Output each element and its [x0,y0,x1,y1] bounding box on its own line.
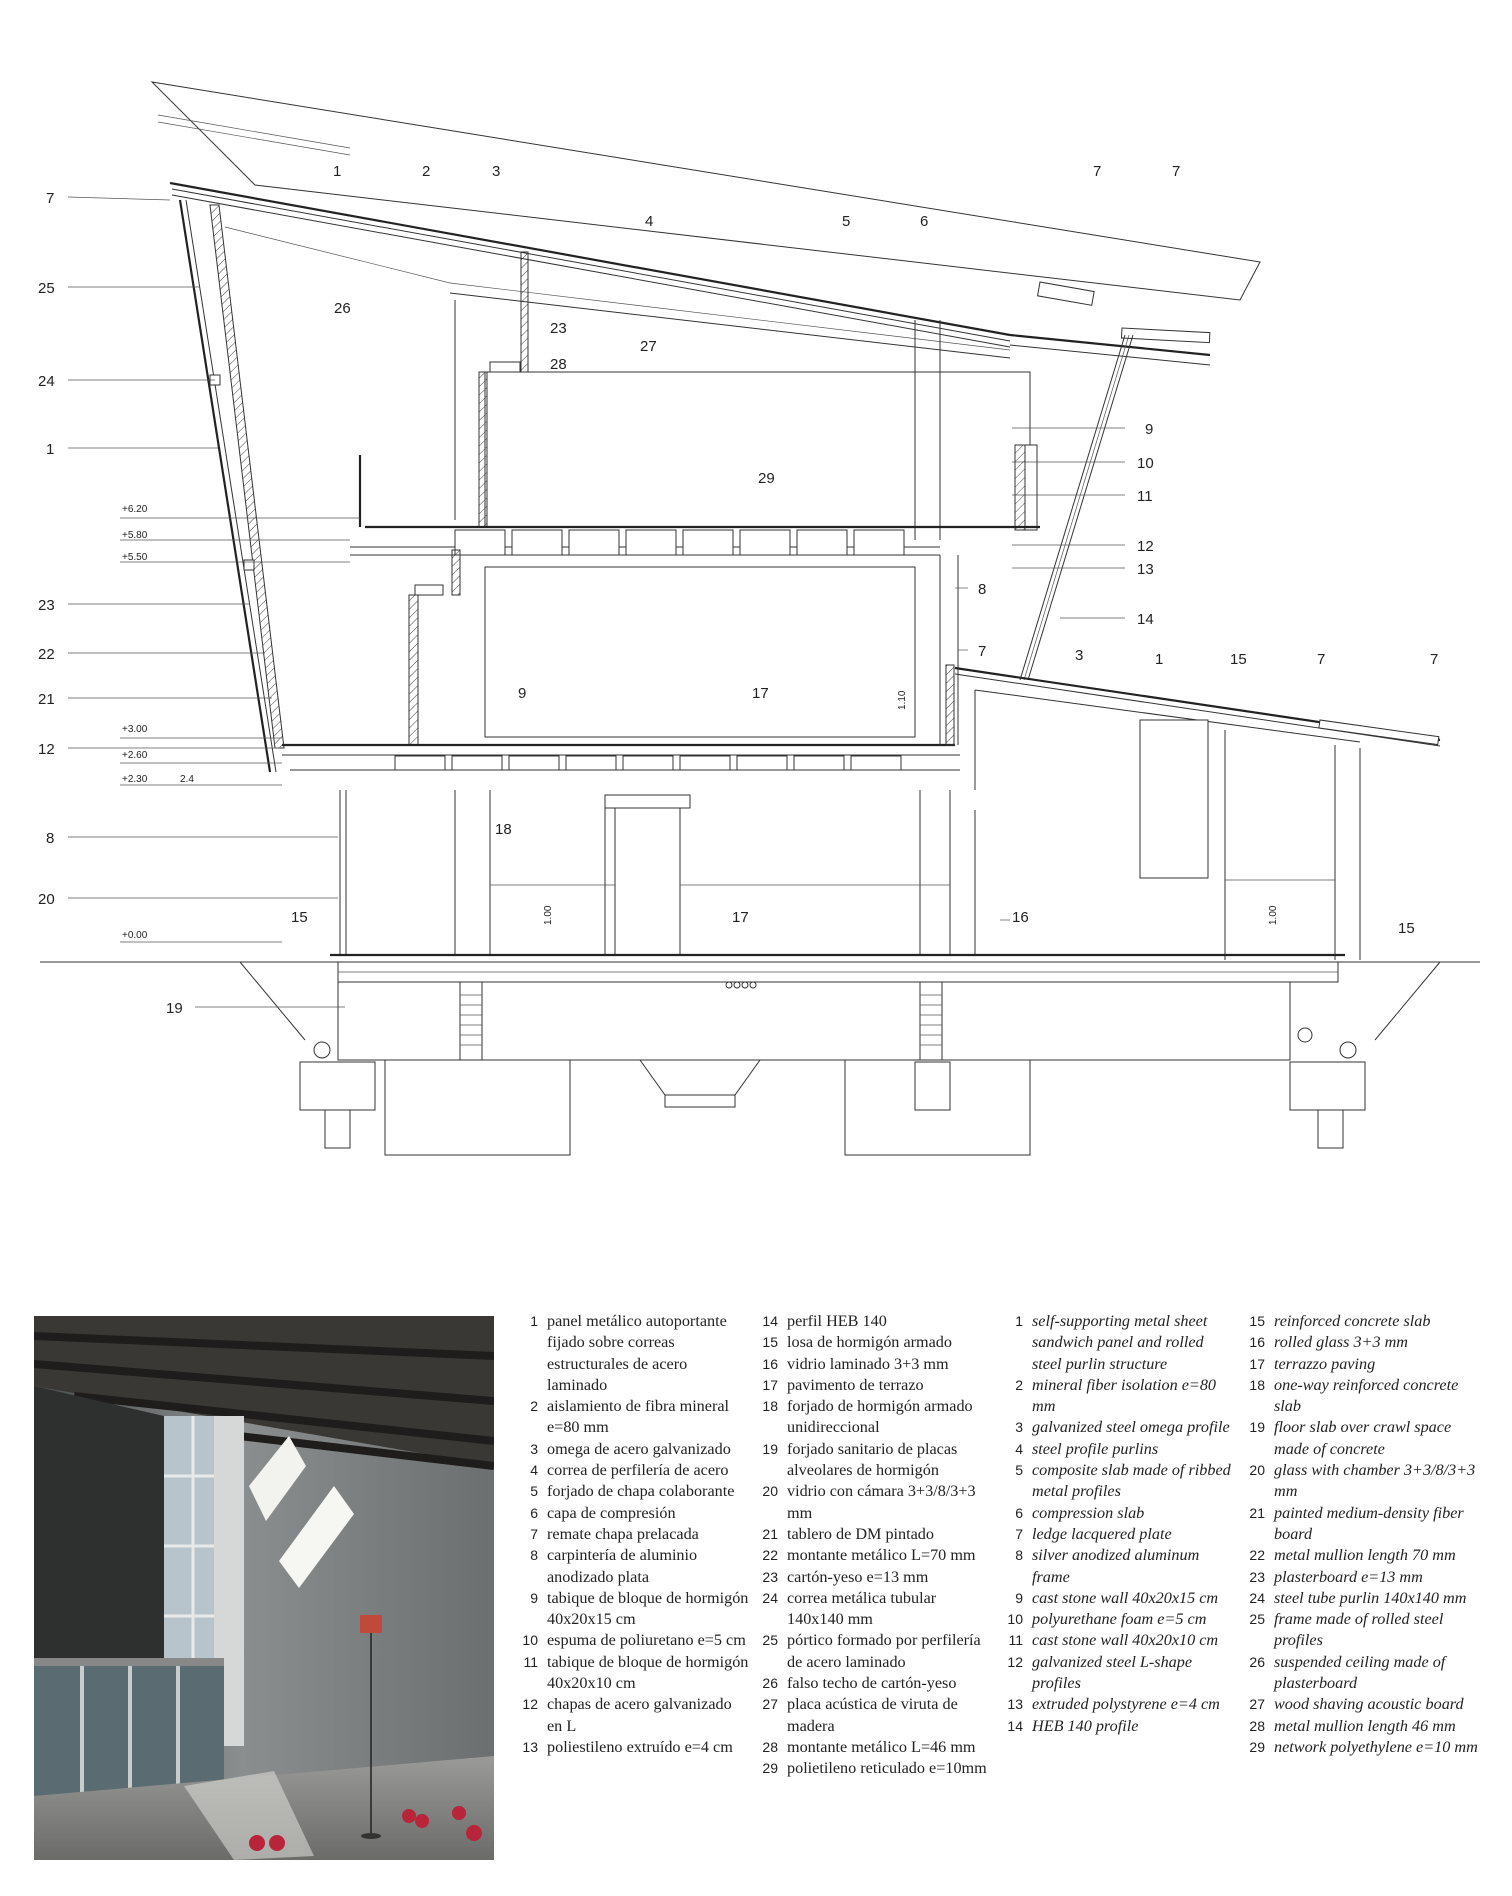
legend-number: 28 [762,1738,778,1755]
legend-item [1247,1354,1487,1375]
legend-item [760,1694,990,1737]
legend-text: falso techo de cartón-yeso [787,1674,957,1693]
callout-interior: 26 [334,300,351,317]
callout-left: 1 [46,441,55,458]
legend-item [520,1396,750,1439]
level-label: +2.60 [122,750,148,761]
legend-item [1247,1503,1487,1546]
legend-number: 16 [762,1355,778,1372]
legend-text: omega de acero galvanizado [547,1439,731,1458]
callout-left: 22 [38,646,55,663]
callout-interior: 18 [495,821,512,838]
legend-text: wood shaving acoustic board [1274,1695,1464,1714]
legend-text: placa acústica de viruta de madera [787,1695,958,1735]
legend-number: 26 [1249,1653,1265,1670]
level-label: +5.80 [122,530,148,541]
middle-floor [282,550,960,770]
legend-number: 9 [530,1589,538,1606]
callout-right: 14 [1137,611,1154,628]
level-label: +6.20 [122,504,148,515]
legend-number: 7 [530,1525,538,1542]
legend-es-column-1 [520,1311,750,1758]
legend-text: poliestileno extruído e=4 cm [547,1737,733,1756]
ground-floor [40,790,1480,1155]
legend-text: cast stone wall 40x20x15 cm [1032,1588,1219,1607]
legend-text: composite slab made of ribbed metal profiles [1032,1461,1231,1501]
legend-item [760,1758,990,1779]
legend-item [1005,1439,1235,1460]
legend-number: 2 [1015,1376,1023,1393]
legend-number: 5 [530,1483,538,1500]
level-label: +3.00 [122,724,148,735]
callout-interior: 17 [752,685,769,702]
legend-number: 1 [530,1313,538,1329]
legend-text: vidrio con cámara 3+3/8/3+3 mm [787,1482,976,1522]
callout-right: 7 [1430,651,1439,668]
upper-floor [350,252,1040,555]
legend-item [520,1439,750,1460]
legend-item [760,1332,990,1353]
legend-text: extruded polystyrene e=4 cm [1032,1695,1220,1714]
legend-number: 17 [1249,1355,1265,1372]
callout-interior: 29 [758,470,775,487]
legend-number: 27 [762,1696,778,1713]
legend-item [1005,1375,1235,1418]
callout-right: 13 [1137,561,1154,578]
legend-item [520,1503,750,1524]
left-inclined-facade [180,200,284,772]
legend-text: montante metálico L=46 mm [787,1737,976,1756]
legend-number: 11 [523,1653,538,1670]
legend-number: 15 [1249,1313,1265,1329]
callout-right: 10 [1137,455,1154,472]
legend-item [1247,1567,1487,1588]
legend-text: chapas de acero galvanizado en L [547,1695,732,1735]
legend-item [520,1524,750,1545]
legend-item [1247,1332,1487,1353]
legend-item [1247,1652,1487,1695]
legend-text: forjado de hormigón armado unidireccional [787,1397,973,1437]
legend-item [1247,1716,1487,1737]
callout-top: 4 [645,213,654,230]
callout-top: 7 [1093,163,1102,180]
legend-item [1005,1652,1235,1695]
legend-text: one-way reinforced concrete slab [1274,1375,1459,1416]
legend-item [760,1375,990,1396]
callout-left: 23 [38,597,55,614]
legend-item [1005,1694,1235,1715]
legend-text: perfil HEB 140 [787,1312,887,1330]
legend-text: metal mullion length 46 mm [1274,1716,1456,1735]
dimension-label: 1.00 [543,905,554,925]
dimension-label: 2.4 [180,774,194,785]
legend-text: reinforced concrete slab [1274,1312,1431,1330]
legend-number: 25 [762,1632,778,1649]
legend-number: 14 [762,1313,778,1329]
legend-number: 24 [1249,1589,1265,1606]
legend-en-column-1 [1005,1311,1235,1737]
callout-top: 5 [842,213,851,230]
legend-number: 10 [1007,1611,1023,1628]
callout-left: 12 [38,741,55,758]
legend-number: 3 [530,1440,538,1457]
legend-item [1005,1417,1235,1438]
legend-number: 1 [1015,1313,1023,1329]
legend-number: 24 [762,1589,778,1606]
legend-item [520,1460,750,1481]
legend-text: remate chapa prelacada [547,1524,699,1543]
legend-text: forjado de chapa colaborante [547,1482,735,1501]
legend-text: panel metálico autoportante fijado sobre correas estructurales de acero laminado [547,1312,727,1394]
callout-right: 8 [978,581,987,598]
legend-item [1005,1630,1235,1651]
legend-item [1247,1375,1487,1418]
legend-item [520,1737,750,1758]
callout-interior: 15 [291,909,308,926]
callout-right: 15 [1230,651,1247,668]
callout-left: 19 [166,1000,183,1017]
dimension-label: 1.00 [1268,905,1279,925]
callout-right: 7 [978,643,987,660]
callout-interior: 17 [732,909,749,926]
legend-number: 20 [1249,1462,1265,1479]
legend-number: 13 [1007,1696,1023,1713]
level-label: +0.00 [122,930,148,941]
callout-top: 7 [1172,163,1181,180]
legend-text: forjado sanitario de placas alveolares de hormigón [787,1439,958,1480]
legend-item [760,1524,990,1545]
callout-top: 3 [492,163,501,180]
legend-number: 4 [530,1462,538,1479]
legend-text: pórtico formado por perfilería de acero laminado [787,1631,981,1671]
callout-interior: 16 [1012,909,1029,926]
legend-number: 3 [1015,1419,1023,1436]
dimension-label: 1.10 [897,690,908,710]
legend-text: galvanized steel omega profile [1032,1418,1230,1437]
legend-number: 29 [762,1760,778,1777]
legend-number: 19 [762,1440,778,1457]
callout-left: 25 [38,280,55,297]
legend-number: 18 [762,1398,778,1415]
legend-text: rolled glass 3+3 mm [1274,1333,1408,1352]
legend-text: self-supporting metal sheet sandwich panel and rolled steel purlin structure [1032,1312,1208,1373]
legend-number: 8 [530,1547,538,1564]
legend-number: 26 [762,1675,778,1692]
legend-number: 2 [530,1398,538,1415]
legend-text: steel profile purlins [1032,1439,1159,1458]
legend-number: 23 [1249,1568,1265,1585]
legend-text: vidrio laminado 3+3 mm [787,1354,949,1373]
legend-text: montante metálico L=70 mm [787,1546,976,1565]
legend-text: HEB 140 profile [1032,1716,1139,1735]
legend-text: cartón-yeso e=13 mm [787,1567,929,1586]
legend-text: losa de hormigón armado [787,1333,952,1352]
legend-item [760,1396,990,1439]
legend-text: suspended ceiling made of plasterboard [1274,1652,1446,1693]
legend-item [1005,1460,1235,1503]
legend-text: network polyethylene e=10 mm [1274,1737,1478,1756]
callout-interior: 28 [550,356,567,373]
legend-text: tablero de DM pintado [787,1524,934,1543]
legend-number: 4 [1015,1440,1023,1457]
legend-number: 23 [762,1568,778,1585]
legend-number: 11 [1008,1632,1023,1649]
legend-text: terrazzo paving [1274,1354,1376,1373]
legend-text: steel tube purlin 140x140 mm [1274,1588,1467,1607]
legend-text: compression slab [1032,1503,1145,1522]
legend-item [1247,1545,1487,1566]
callout-interior: 15 [1398,920,1415,937]
level-label: +2.30 [122,774,148,785]
callout-left: 20 [38,891,55,908]
legend-number: 8 [1015,1547,1023,1564]
callout-interior: 23 [550,320,567,337]
legend-number: 21 [1249,1504,1265,1521]
callout-left: 8 [46,830,55,847]
legend-item [520,1545,750,1588]
legend-number: 6 [1015,1504,1023,1521]
legend-text: glass with chamber 3+3/8/3+3 mm [1274,1461,1476,1501]
callout-left: 21 [38,691,55,708]
legend-item [520,1630,750,1651]
legend-text: polyurethane foam e=5 cm [1032,1610,1207,1629]
legend-number: 13 [522,1738,538,1755]
legend-text: floor slab over crawl space made of concrete [1274,1418,1452,1458]
legend-item [1247,1417,1487,1460]
legend-item [760,1481,990,1524]
callout-top: 6 [920,213,929,230]
legend-text: ledge lacquered plate [1032,1524,1172,1543]
legend-number: 12 [522,1696,538,1713]
legend-item [760,1545,990,1566]
legend-number: 21 [762,1525,778,1542]
legend-number: 20 [762,1483,778,1500]
legend-text: painted medium-density fiber board [1274,1503,1464,1543]
legend-item [1247,1311,1487,1332]
legend-number: 16 [1249,1334,1265,1351]
legend-en-column-2 [1247,1311,1487,1758]
legend-number: 6 [530,1504,538,1521]
legend-item [1005,1503,1235,1524]
legend-item [760,1439,990,1482]
legend-number: 18 [1249,1376,1265,1393]
legend-text: galvanized steel L-shape profiles [1032,1652,1193,1693]
legend-text: tabique de bloque de hormigón 40x20x15 cm [547,1588,749,1629]
legend-item [1005,1545,1235,1588]
legend-text: aislamiento de fibra mineral e=80 mm [547,1397,730,1437]
legend-number: 19 [1249,1419,1265,1436]
callout-right: 11 [1137,488,1153,505]
legend-es-column-2 [760,1311,990,1780]
legend-item [1005,1588,1235,1609]
level-label: +5.50 [122,552,148,563]
legend-text: carpintería de aluminio anodizado plata [547,1546,698,1586]
legend-text: pavimento de terrazo [787,1375,924,1394]
legend-text: silver anodized aluminum frame [1032,1546,1200,1586]
legend-number: 27 [1249,1696,1265,1713]
legend-text: correa de perfilería de acero [547,1461,729,1480]
legend-item [520,1588,750,1631]
legend-text: metal mullion length 70 mm [1274,1546,1456,1565]
legend-text: polietileno reticulado e=10mm [787,1759,987,1778]
legend-item [1247,1460,1487,1503]
callout-right: 3 [1075,647,1084,664]
legend-number: 14 [1007,1717,1023,1734]
legend-item [1005,1311,1235,1375]
callout-top: 1 [333,163,342,180]
legend-item [760,1354,990,1375]
legend-number: 12 [1007,1653,1023,1670]
legend-item [760,1673,990,1694]
interior-photo-svg [34,1316,494,1860]
legend-item [760,1588,990,1631]
legend-item [1247,1737,1487,1758]
callout-interior: 27 [640,338,657,355]
legend-item [760,1630,990,1673]
upper-roof [152,82,1260,365]
legend-text: correa metálica tubular 140x140 mm [787,1588,937,1629]
legend-number: 29 [1249,1738,1265,1755]
callout-top: 2 [422,163,431,180]
legend-item [1247,1588,1487,1609]
legend-text: espuma de poliuretano e=5 cm [547,1631,746,1650]
legend-item [760,1737,990,1758]
legend-item [520,1694,750,1737]
legend-item [760,1567,990,1588]
legend-item [760,1311,990,1332]
legend-text: tabique de bloque de hormigón 40x20x10 cm [547,1652,749,1693]
interior-photo [34,1316,494,1860]
legend-item [520,1311,750,1396]
legend-item [1005,1716,1235,1737]
callout-right: 12 [1137,538,1154,555]
legend-text: mineral fiber isolation e=80 mm [1032,1375,1217,1416]
callout-left: 24 [38,373,55,390]
legend-text: plasterboard e=13 mm [1274,1567,1423,1586]
legend-number: 7 [1015,1525,1023,1542]
legend-text: capa de compresión [547,1503,676,1522]
callout-right: 9 [1145,421,1154,438]
legend-number: 10 [522,1632,538,1649]
legend-number: 22 [1249,1547,1265,1564]
legend-number: 17 [762,1376,778,1393]
callout-interior: 9 [518,685,527,702]
legend-item [520,1652,750,1695]
legend-number: 28 [1249,1717,1265,1734]
legend-item [1247,1609,1487,1652]
legend-item [1005,1524,1235,1545]
callout-right: 1 [1155,651,1164,668]
legend-item [520,1481,750,1502]
legend-number: 22 [762,1547,778,1564]
legend-text: cast stone wall 40x20x10 cm [1032,1631,1219,1650]
legend-item [1005,1609,1235,1630]
legend-item [1247,1694,1487,1715]
legend-number: 25 [1249,1611,1265,1628]
callout-right: 7 [1317,651,1326,668]
legend-text: frame made of rolled steel profiles [1274,1610,1444,1650]
callout-left: 7 [46,190,55,207]
legend-number: 15 [762,1334,778,1351]
legend-number: 5 [1015,1462,1023,1479]
legend-number: 9 [1015,1589,1023,1606]
